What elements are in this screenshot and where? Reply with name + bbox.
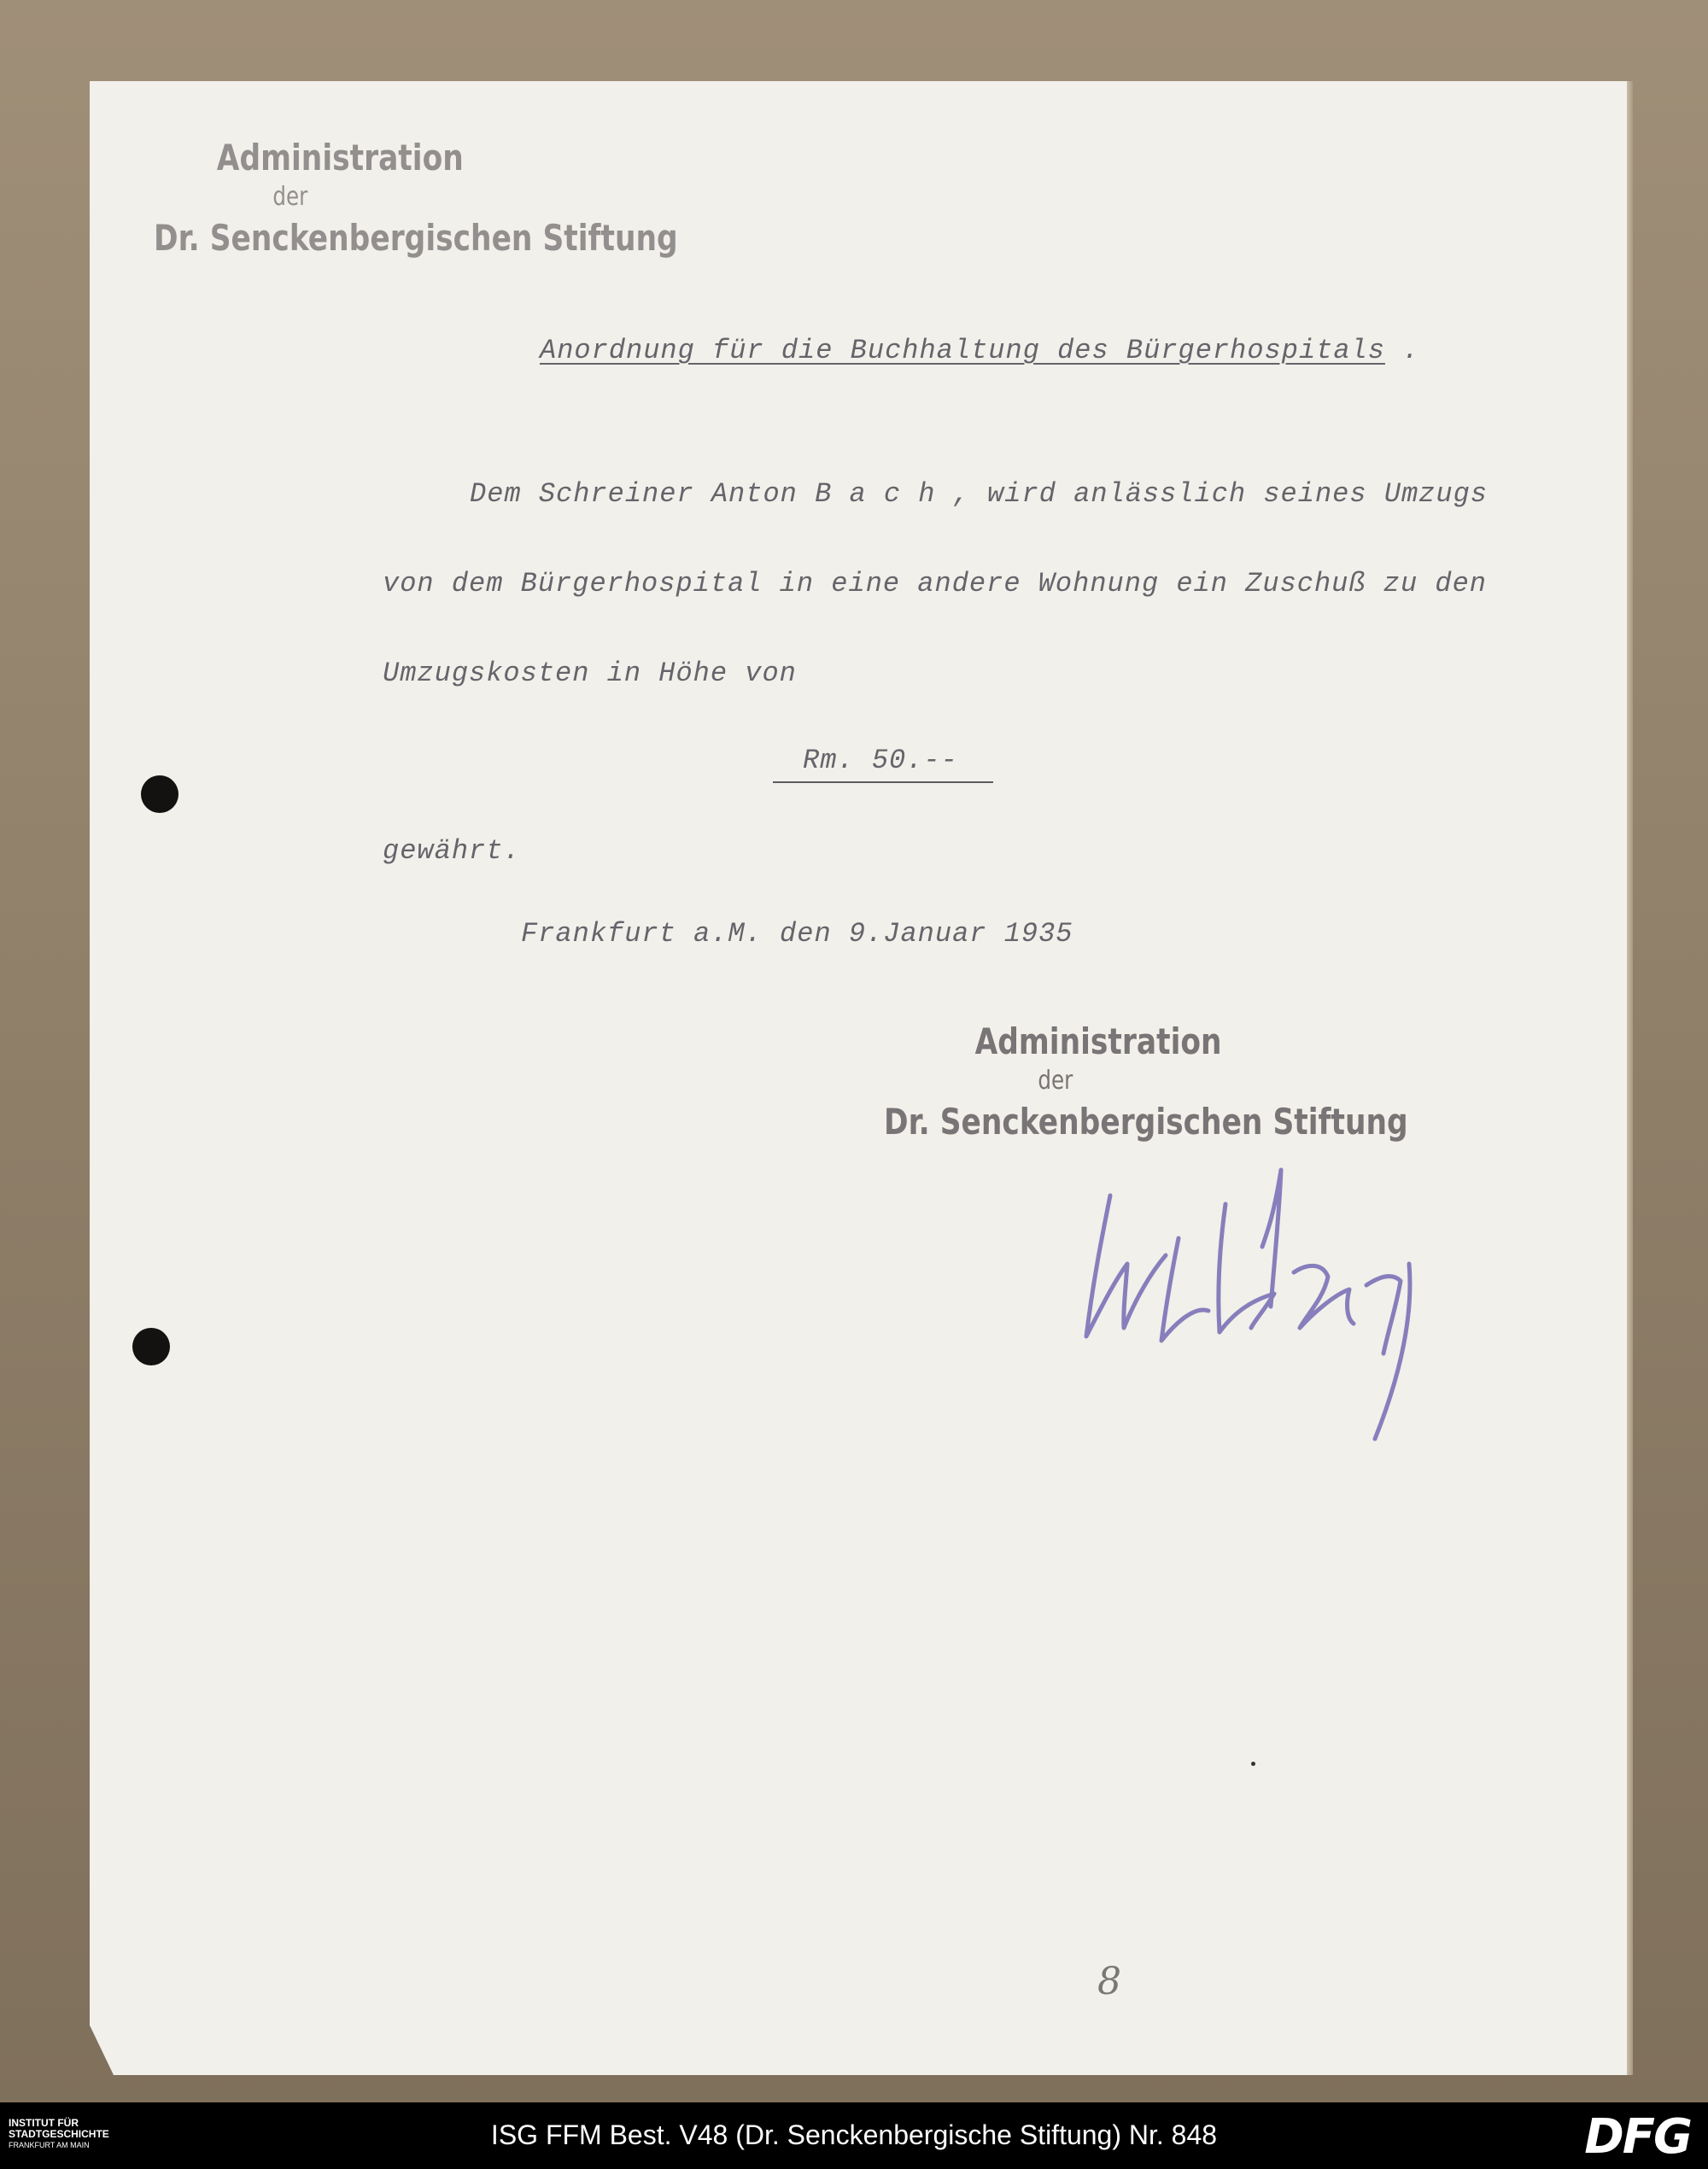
archive-caption: ISG FFM Best. V48 (Dr. Senckenbergische Stiftung) Nr. 848 (490, 2119, 1218, 2150)
institute-line-2: STADTGESCHICHTE (9, 2128, 109, 2140)
stamp-line-foundation: Dr. Senckenbergischen Stiftung (154, 217, 678, 259)
place-date-line: Frankfurt a.M. den 9.Januar 1935 (521, 918, 1073, 950)
letterhead-stamp (154, 137, 678, 259)
document-heading (540, 335, 1419, 366)
stamp-line-der: der (1038, 1066, 1073, 1096)
ink-speck (1251, 1762, 1255, 1766)
body-line-3: Umzugskosten in Höhe von (383, 658, 797, 689)
punch-hole-lower (132, 1328, 170, 1365)
granted-text: gewährt. (383, 835, 521, 867)
stamp-line-administration: Administration (974, 1020, 1222, 1062)
institute-line-1: INSTITUT FÜR (9, 2117, 79, 2129)
stamp-line-der: der (272, 182, 308, 212)
handwritten-signature (1050, 1136, 1494, 1460)
punch-hole-upper (141, 775, 178, 813)
institute-line-3: FRANKFURT AM MAIN (9, 2141, 90, 2149)
pencil-page-number: 8 (1097, 1960, 1121, 2003)
stamp-line-foundation: Dr. Senckenbergischen Stiftung (884, 1101, 1408, 1143)
dfg-logo: DFG (1584, 2109, 1691, 2165)
heading-period: . (1402, 335, 1420, 366)
body-line-1: Dem Schreiner Anton B a c h , wird anlässlich seines Umzugs (470, 478, 1488, 510)
stamp-line-administration: Administration (216, 137, 464, 178)
signature-stamp (884, 1020, 1408, 1143)
body-line-2: von dem Bürgerhospital in eine andere Wohnung ein Zuschuß zu den (383, 568, 1487, 599)
heading-text: Anordnung für die Buchhaltung des Bürgerhospitals (540, 335, 1385, 366)
amount-text: Rm. 50.-- (803, 745, 958, 776)
amount-underline (773, 781, 993, 783)
archive-footer (0, 2102, 1708, 2169)
